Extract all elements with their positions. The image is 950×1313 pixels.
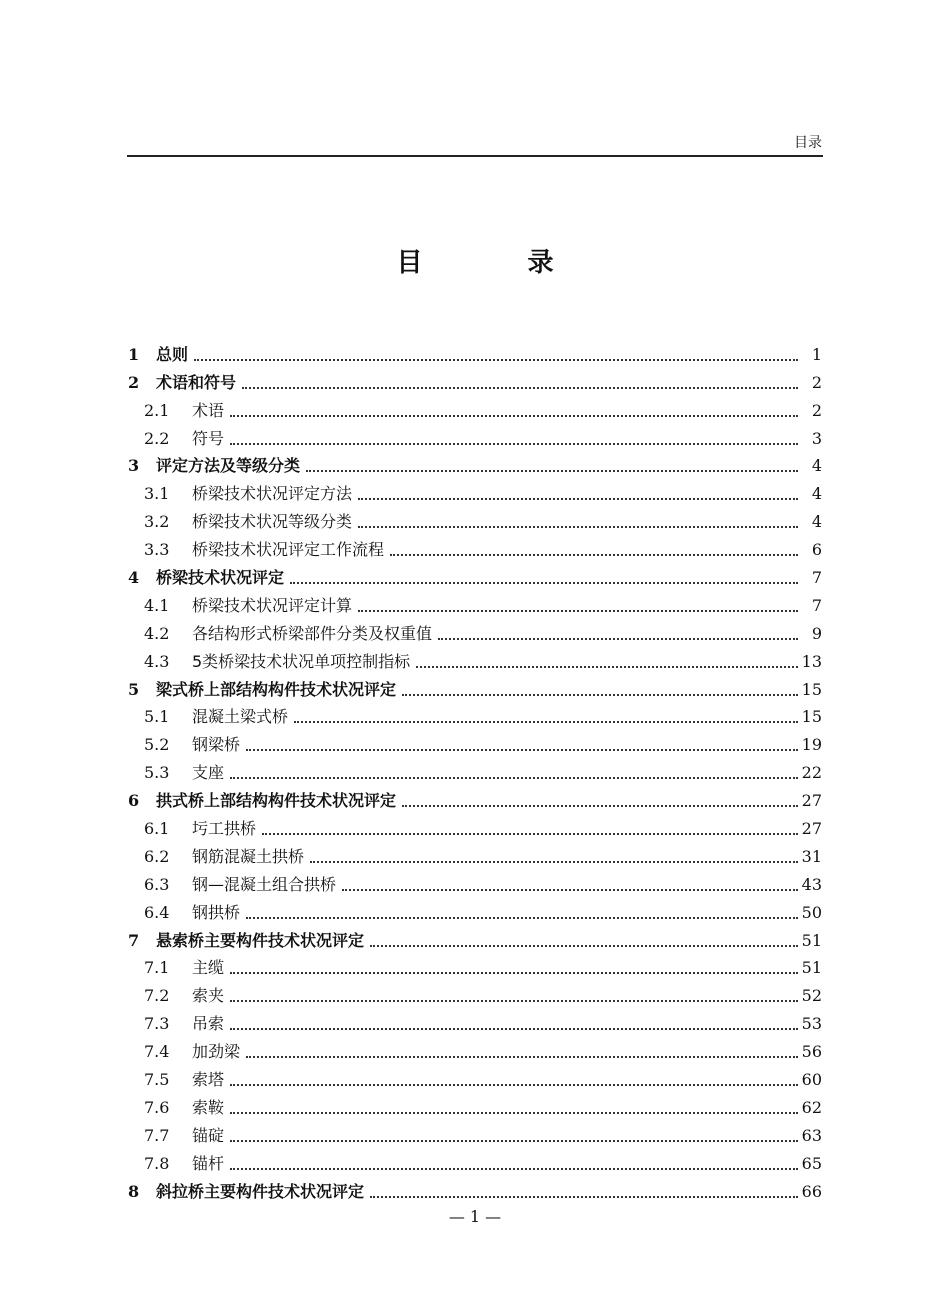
- toc-section[interactable]: [128, 701, 822, 729]
- toc-number: 3.3: [144, 540, 170, 560]
- toc-page-number: 9: [811, 623, 822, 643]
- toc-leader-dots: [230, 1112, 798, 1114]
- toc-page-number: 2: [811, 400, 822, 420]
- toc-number: 7.4: [144, 1042, 170, 1062]
- toc-leader-dots: [290, 582, 798, 584]
- toc-leader-dots: [230, 1140, 798, 1142]
- toc-number: 7.1: [144, 958, 170, 978]
- toc-page-number: 50: [801, 902, 822, 922]
- toc-number: 5: [128, 679, 140, 699]
- toc-number: 6.1: [144, 819, 170, 839]
- toc-title: 锚碇: [192, 1125, 225, 1145]
- toc-chapter[interactable]: [128, 561, 822, 589]
- toc-number: 6.4: [144, 902, 170, 922]
- toc-section[interactable]: [128, 533, 822, 561]
- toc-number: 3.2: [144, 512, 170, 532]
- toc-page-number: 60: [801, 1070, 822, 1090]
- toc-leader-dots: [370, 945, 798, 947]
- toc-title: 术语: [192, 400, 225, 420]
- toc-title: 总则: [156, 344, 189, 364]
- toc-title: 评定方法及等级分类: [156, 456, 301, 476]
- toc-leader-dots: [438, 638, 798, 640]
- toc-number: 7.8: [144, 1153, 170, 1173]
- toc-page-number: 27: [801, 819, 822, 839]
- toc-chapter[interactable]: [128, 784, 822, 812]
- toc-page-number: 15: [801, 707, 822, 727]
- toc-leader-dots: [342, 889, 798, 891]
- toc-page-number: 1: [811, 344, 822, 364]
- toc-section[interactable]: [128, 617, 822, 645]
- toc-title: 钢—混凝土组合拱桥: [192, 874, 337, 894]
- toc-section[interactable]: [128, 756, 822, 784]
- toc-page-number: 19: [801, 735, 822, 755]
- toc-title: 悬索桥主要构件技术状况评定: [156, 930, 365, 950]
- toc-leader-dots: [242, 387, 798, 389]
- toc-title: 钢梁桥: [192, 735, 241, 755]
- toc-page-number: 62: [801, 1097, 822, 1117]
- toc-title: 锚杆: [192, 1153, 225, 1173]
- toc-page-number: 4: [811, 484, 822, 504]
- toc-number: 1: [128, 344, 140, 364]
- toc-title: 桥梁技术状况等级分类: [192, 512, 353, 532]
- toc-page-number: 52: [801, 986, 822, 1006]
- toc-section[interactable]: [128, 1063, 822, 1091]
- toc-chapter[interactable]: [128, 450, 822, 478]
- toc-title: 各结构形式桥梁部件分类及权重值: [192, 623, 433, 643]
- toc-title: 桥梁技术状况评定工作流程: [192, 540, 385, 560]
- toc-title: 5类桥梁技术状况单项控制指标: [192, 651, 411, 671]
- toc-page-number: 4: [811, 456, 822, 476]
- toc-section[interactable]: [128, 952, 822, 980]
- toc-number: 7.5: [144, 1070, 170, 1090]
- toc-number: 7.7: [144, 1125, 170, 1145]
- toc-title: 桥梁技术状况评定计算: [192, 595, 353, 615]
- toc-leader-dots: [230, 972, 798, 974]
- toc-page-number: 51: [801, 930, 822, 950]
- toc-number: 5.3: [144, 763, 170, 783]
- toc-section[interactable]: [128, 645, 822, 673]
- toc-page-number: 43: [801, 874, 822, 894]
- toc-number: 4.3: [144, 651, 170, 671]
- toc-leader-dots: [246, 1056, 798, 1058]
- toc-section[interactable]: [128, 840, 822, 868]
- toc-page-number: 27: [801, 791, 822, 811]
- toc-title: 钢筋混凝土拱桥: [192, 846, 305, 866]
- toc-leader-dots: [230, 1168, 798, 1170]
- toc-number: 8: [128, 1181, 140, 1201]
- toc-section[interactable]: [128, 812, 822, 840]
- toc-title: 梁式桥上部结构构件技术状况评定: [156, 679, 397, 699]
- toc-leader-dots: [402, 694, 798, 696]
- toc-title: 桥梁技术状况评定方法: [192, 484, 353, 504]
- toc-leader-dots: [402, 805, 798, 807]
- toc-number: 6.3: [144, 874, 170, 894]
- toc-leader-dots: [230, 1000, 798, 1002]
- toc-title: 支座: [192, 763, 225, 783]
- toc-page-number: 63: [801, 1125, 822, 1145]
- toc-chapter[interactable]: [128, 338, 822, 366]
- toc-section[interactable]: [128, 1147, 822, 1175]
- toc-number: 5.1: [144, 707, 170, 727]
- toc-number: 6.2: [144, 846, 170, 866]
- toc-chapter[interactable]: [128, 1175, 822, 1203]
- toc-section[interactable]: [128, 422, 822, 450]
- toc-leader-dots: [230, 1084, 798, 1086]
- toc-number: 7.2: [144, 986, 170, 1006]
- toc-page-number: 6: [811, 540, 822, 560]
- toc-page-number: 65: [801, 1153, 822, 1173]
- toc-leader-dots: [230, 415, 798, 417]
- running-header: 目录: [794, 135, 822, 151]
- toc-number: 7.6: [144, 1097, 170, 1117]
- toc-page-number: 66: [801, 1181, 822, 1201]
- toc-leader-dots: [306, 470, 798, 472]
- toc-title: 圬工拱桥: [192, 819, 257, 839]
- toc-title: 拱式桥上部结构构件技术状况评定: [156, 791, 397, 811]
- toc-number: 2.1: [144, 400, 170, 420]
- toc-leader-dots: [246, 917, 798, 919]
- toc-number: 3: [128, 456, 140, 476]
- toc-leader-dots: [230, 443, 798, 445]
- table-of-contents: [128, 338, 822, 1203]
- toc-title: 吊索: [192, 1014, 225, 1034]
- toc-section[interactable]: [128, 1035, 822, 1063]
- toc-number: 7.3: [144, 1014, 170, 1034]
- toc-leader-dots: [358, 526, 798, 528]
- toc-number: 2.2: [144, 428, 170, 448]
- toc-leader-dots: [262, 833, 798, 835]
- toc-chapter[interactable]: [128, 924, 822, 952]
- toc-leader-dots: [358, 498, 798, 500]
- toc-section[interactable]: [128, 1091, 822, 1119]
- toc-number: 2: [128, 372, 140, 392]
- toc-number: 7: [128, 930, 140, 950]
- toc-section[interactable]: [128, 394, 822, 422]
- toc-section[interactable]: [128, 1007, 822, 1035]
- toc-chapter[interactable]: [128, 366, 822, 394]
- toc-page-number: 2: [811, 372, 822, 392]
- toc-title: 加劲梁: [192, 1042, 241, 1062]
- toc-number: 3.1: [144, 484, 170, 504]
- toc-chapter[interactable]: [128, 673, 822, 701]
- toc-section[interactable]: [128, 589, 822, 617]
- toc-section[interactable]: [128, 1119, 822, 1147]
- toc-number: 4.2: [144, 623, 170, 643]
- toc-leader-dots: [230, 777, 798, 779]
- toc-section[interactable]: [128, 868, 822, 896]
- toc-page-number: 51: [801, 958, 822, 978]
- toc-page-number: 56: [801, 1042, 822, 1062]
- toc-title: 术语和符号: [156, 372, 237, 392]
- page-number: — 1 —: [448, 1207, 502, 1226]
- toc-leader-dots: [358, 610, 798, 612]
- toc-title: 桥梁技术状况评定: [156, 568, 285, 588]
- toc-page-number: 4: [811, 512, 822, 532]
- toc-leader-dots: [230, 1028, 798, 1030]
- toc-leader-dots: [194, 359, 798, 361]
- toc-page-number: 13: [801, 651, 822, 671]
- toc-number: 4.1: [144, 595, 170, 615]
- toc-leader-dots: [370, 1196, 798, 1198]
- toc-title: 索塔: [192, 1070, 225, 1090]
- toc-title: 混凝土梁式桥: [192, 707, 289, 727]
- toc-page-number: 31: [801, 846, 822, 866]
- header-rule: [127, 155, 823, 157]
- toc-number: 4: [128, 568, 140, 588]
- toc-page-number: 15: [801, 679, 822, 699]
- toc-number: 5.2: [144, 735, 170, 755]
- toc-title: 主缆: [192, 958, 225, 978]
- toc-page-number: 53: [801, 1014, 822, 1034]
- toc-section[interactable]: [128, 979, 822, 1007]
- toc-title: 索夹: [192, 986, 225, 1006]
- toc-title: 索鞍: [192, 1097, 225, 1117]
- toc-leader-dots: [310, 861, 798, 863]
- toc-leader-dots: [390, 554, 798, 556]
- toc-page-number: 7: [811, 595, 822, 615]
- toc-section[interactable]: [128, 896, 822, 924]
- toc-section[interactable]: [128, 505, 822, 533]
- toc-page-number: 3: [811, 428, 822, 448]
- toc-section[interactable]: [128, 728, 822, 756]
- toc-number: 6: [128, 791, 140, 811]
- toc-section[interactable]: [128, 477, 822, 505]
- toc-title: 钢拱桥: [192, 902, 241, 922]
- toc-page-number: 22: [801, 763, 822, 783]
- toc-leader-dots: [416, 666, 797, 668]
- toc-page-number: 7: [811, 568, 822, 588]
- toc-leader-dots: [294, 721, 798, 723]
- toc-leader-dots: [246, 749, 798, 751]
- toc-title: 斜拉桥主要构件技术状况评定: [156, 1181, 365, 1201]
- page-title: 目 录: [396, 248, 602, 278]
- toc-title: 符号: [192, 428, 225, 448]
